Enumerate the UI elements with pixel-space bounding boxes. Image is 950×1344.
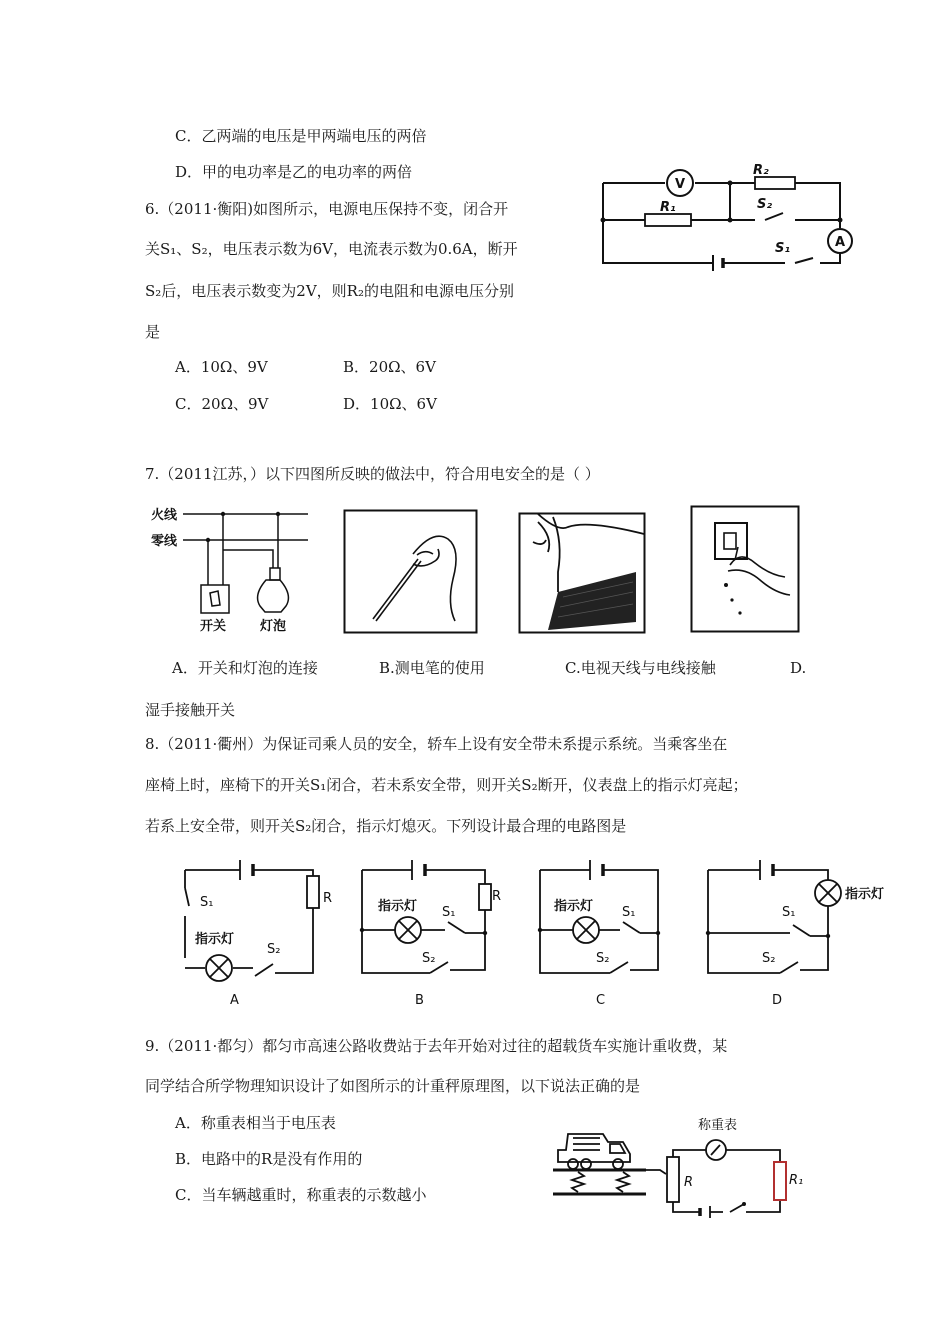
q7-option-b: B.测电笔的使用 [379,659,485,677]
voltmeter-label: V [674,177,686,192]
q8-c-lamp-label: 指示灯 [554,899,594,914]
q6-option-b: B．20Ω、6V [343,358,436,376]
q8-circuit-b [350,848,505,1008]
q7-figure-c-antenna [518,512,646,634]
q8-a-lamp-label: 指示灯 [195,932,235,947]
q6-stem-line2: 关S₁、S₂，电压表示数为6V，电流表示数为0.6A，断开 [145,240,518,258]
q8-c-letter: C [596,993,606,1008]
q6-option-a: A．10Ω、9V [175,358,268,376]
q8-d-letter: D [772,993,783,1008]
q8-a-s2-label: S₂ [267,942,281,957]
q8-d-s2-label: S₂ [762,951,776,966]
q8-stem-line2: 座椅上时，座椅下的开关S₁闭合，若未系安全带，则开关S₂断开，仪表盘上的指示灯亮起； [145,776,748,794]
q6-stem-line3: S₂后，电压表示数变为2V，则R₂的电阻和电源电压分别 [145,282,514,300]
q8-b-lamp-label: 指示灯 [378,899,418,914]
q9-stem-line2: 同学结合所学物理知识设计了如图所示的计重秤原理图，以下说法正确的是 [145,1077,641,1095]
q6-option-c: C．20Ω、9V [175,395,269,413]
q5-option-c: C．乙两端的电压是甲两端电压的两倍 [175,127,427,145]
live-wire-label: 火线 [151,508,178,523]
q8-a-r-label: R [323,891,333,906]
s2-label: S₂ [757,197,773,212]
q8-d-s1-label: S₁ [782,905,796,920]
q9-option-b: B．电路中的R是没有作用的 [175,1150,363,1168]
q8-b-r-label: R [492,889,502,904]
q9-stem-line1: 9.（2011·都匀）都匀市高速公路收费站于去年开始对过往的超载货车实施计重收费，某 [145,1037,728,1055]
q8-circuit-c [530,848,670,1008]
r1-label: R₁ [660,200,676,215]
q8-b-s2-label: S₂ [422,951,436,966]
q6-circuit-diagram [595,158,865,273]
q6-stem-line4: 是 [145,323,161,341]
r2-label: R₂ [753,163,769,178]
q5-option-d: D．甲的电功率是乙的电功率的两倍 [175,163,413,181]
q8-b-s1-label: S₁ [442,905,456,920]
q8-stem-line3: 若系上安全带，则开关S₂闭合，指示灯熄灭。下列设计最合理的电路图是 [145,817,627,835]
bulb-label: 灯泡 [260,619,287,634]
q7-option-a: A．开关和灯泡的连接 [172,659,318,677]
q8-circuit-d [700,848,910,1008]
q9-weighing-scale-diagram [548,1112,818,1224]
q6-stem-line1: 6.（2011·衡阳)如图所示，电源电压保持不变，闭合开 [145,200,509,218]
q7-figure-d-wet-hand [690,505,800,633]
q7-option-d-tail: 湿手接触开关 [145,701,236,719]
q6-option-d: D．10Ω、6V [343,395,437,413]
q8-d-lamp-label: 指示灯 [845,887,885,902]
q9-r1-label: R₁ [789,1173,804,1188]
q8-a-s1-label: S₁ [200,895,214,910]
neutral-wire-label: 零线 [151,534,178,549]
q7-option-c: C.电视天线与电线接触 [565,659,716,677]
q9-r-label: R [684,1175,694,1190]
q7-option-d-head: D. [790,659,807,677]
q9-option-c: C．当车辆越重时，称重表的示数越小 [175,1186,427,1204]
q8-c-s2-label: S₂ [596,951,610,966]
q7-stem: 7.（2011江苏，）以下四图所反映的做法中，符合用电安全的是（ ） [145,465,600,483]
ammeter-label: A [834,235,846,250]
q9-meter-label: 称重表 [698,1118,738,1133]
q8-a-letter: A [230,993,239,1008]
q7-figure-a-wiring [148,500,313,640]
q9-option-a: A．称重表相当于电压表 [175,1114,336,1132]
q8-circuit-a [175,848,333,1008]
q8-b-letter: B [415,993,424,1008]
s1-label: S₁ [775,241,791,256]
q7-figure-b-test-pen [343,509,478,634]
q8-c-s1-label: S₁ [622,905,636,920]
switch-label: 开关 [200,619,227,634]
q8-stem-line1: 8.（2011·衢州）为保证司乘人员的安全，轿车上设有安全带未系提示系统。当乘客坐在 [145,735,728,753]
